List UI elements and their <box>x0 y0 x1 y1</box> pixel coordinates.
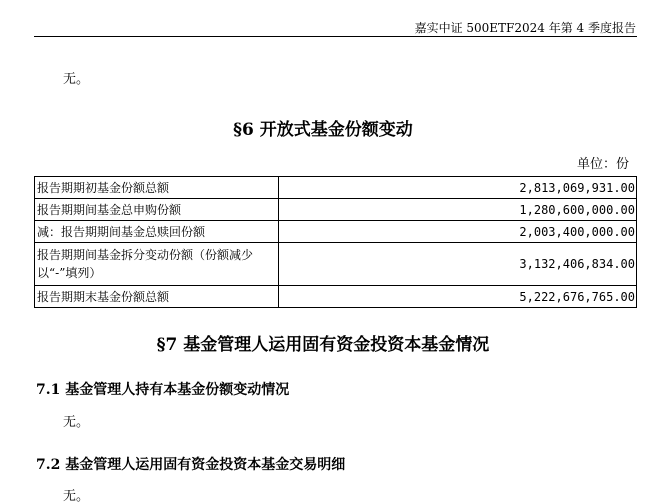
header-rule <box>34 36 637 37</box>
row-label: 减：报告期期间基金总赎回份额 <box>35 221 279 243</box>
section7-heading: §7 基金管理人运用固有资金投资本基金情况 <box>156 335 490 355</box>
unit-label: 单位：份 <box>576 157 629 172</box>
row-label: 报告期期末基金份额总额 <box>35 286 279 308</box>
row-label: 报告期期间基金拆分变动份额（份额减少以“-”填列） <box>35 243 279 286</box>
row-value: 5,222,676,765.00 <box>279 286 637 308</box>
subsection-7-1-heading: 7.1 基金管理人持有本基金份额变动情况 <box>36 382 290 398</box>
subsection-7-1-text: 无。 <box>63 415 90 430</box>
row-value: 2,813,069,931.00 <box>279 177 637 199</box>
subsection-7-2-heading: 7.2 基金管理人运用固有资金投资本基金交易明细 <box>36 457 346 473</box>
section6-heading: §6 开放式基金份额变动 <box>233 120 413 140</box>
table-row <box>35 177 637 199</box>
row-value: 3,132,406,834.00 <box>279 243 637 286</box>
fund-share-change-table <box>34 176 637 308</box>
table-row <box>35 243 637 286</box>
intro-text: 无。 <box>63 72 90 87</box>
subsection-7-2-text: 无。 <box>63 489 90 504</box>
table-row <box>35 199 637 221</box>
table-row <box>35 286 637 308</box>
row-label: 报告期期初基金份额总额 <box>35 177 279 199</box>
row-value: 1,280,600,000.00 <box>279 199 637 221</box>
row-label: 报告期期间基金总申购份额 <box>35 199 279 221</box>
row-value: 2,003,400,000.00 <box>279 221 637 243</box>
table-row <box>35 221 637 243</box>
page-header-title: 嘉实中证 500ETF2024 年第 4 季度报告 <box>414 21 636 35</box>
